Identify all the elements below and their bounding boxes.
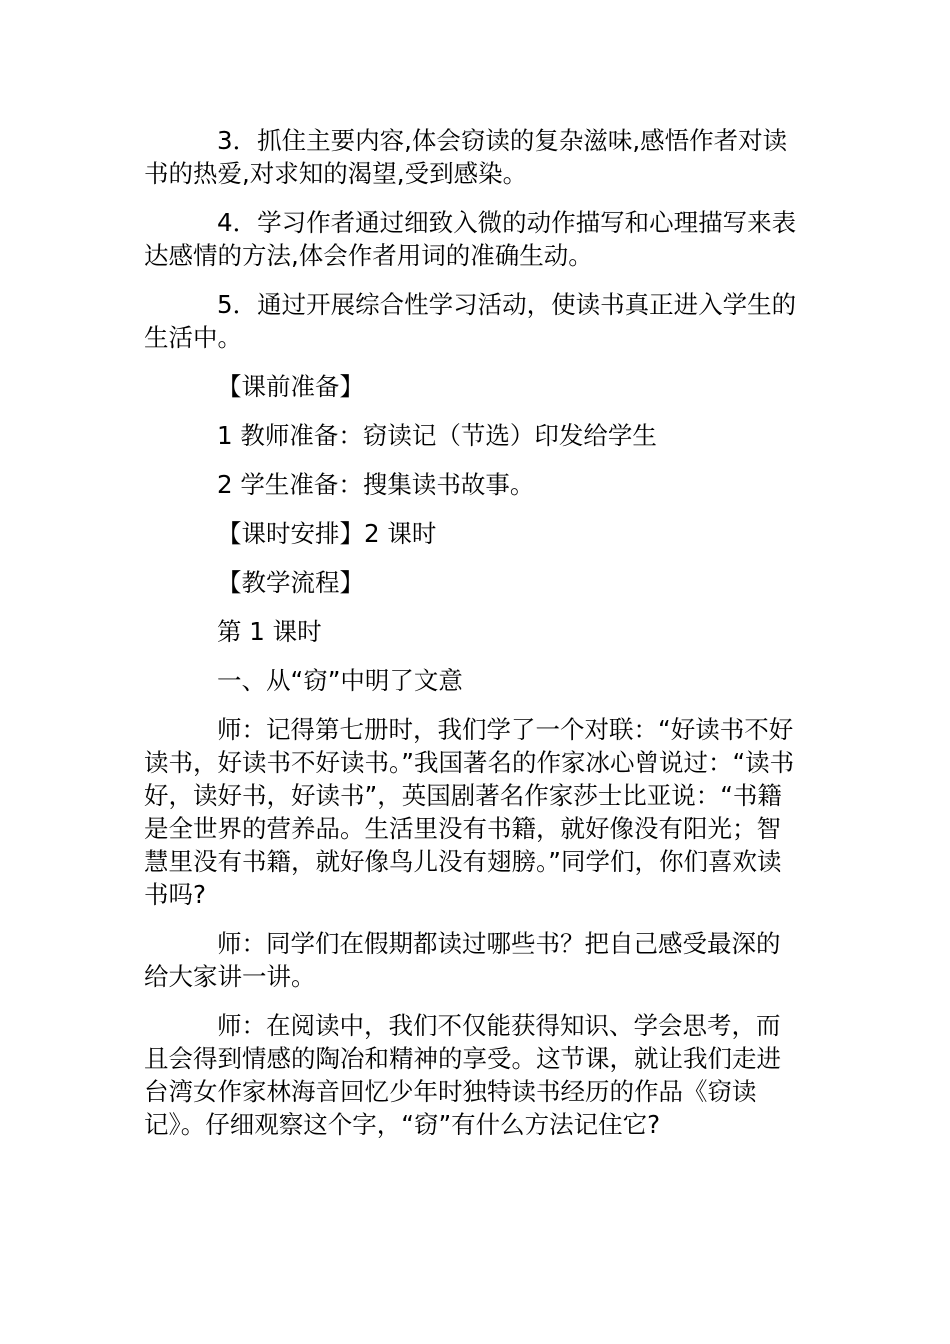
section-heading-preparation: 【课前准备】 [217, 372, 364, 401]
document-page [144, 124, 804, 1141]
student-preparation: 2 学生准备：搜集读书故事。 [217, 470, 535, 499]
teacher-preparation: 1 教师准备：窃读记（节选）印发给学生 [217, 421, 657, 450]
lesson-heading: 第 1 课时 [217, 617, 322, 646]
step-heading: 一、从“窃”中明了文意 [217, 666, 463, 695]
teacher-dialogue-2: 师：同学们在假期都读过哪些书？把自己感受最深的给大家讲一讲。 [144, 929, 781, 991]
section-heading-process: 【教学流程】 [217, 568, 364, 597]
teacher-dialogue-1: 师：记得第七册时，我们学了一个对联：“好读书不好读书，好读书不好读书。”我国著名的作家冰心曾说过：“读书好，读好书，好读书”，英国剧著名作家莎士比亚说：“书籍是全世界的营养品。生活里没有书籍，就好像没有阳光；智慧里没有书籍，就好像鸟儿没有翅膀。”同学们，你们喜欢读书吗? [144, 715, 795, 909]
section-heading-schedule: 【课时安排】2 课时 [217, 519, 437, 548]
objective-5: 5．通过开展综合性学习活动，使读书真正进入学生的生活中。 [144, 290, 797, 352]
objective-4: 4．学习作者通过细致入微的动作描写和心理描写来表达感情的方法,体会作者用词的准确生动。 [144, 208, 797, 270]
objective-3: 3．抓住主要内容,体会窃读的复杂滋味,感悟作者对读书的热爱,对求知的渴望,受到感染。 [144, 126, 788, 188]
teacher-dialogue-3: 师：在阅读中，我们不仅能获得知识、学会思考，而且会得到情感的陶冶和精神的享受。这节课，就让我们走进台湾女作家林海音回忆少年时独特读书经历的作品《窃读记》。仔细观察这个字，“窃”有什么方法记住它? [144, 1011, 781, 1139]
